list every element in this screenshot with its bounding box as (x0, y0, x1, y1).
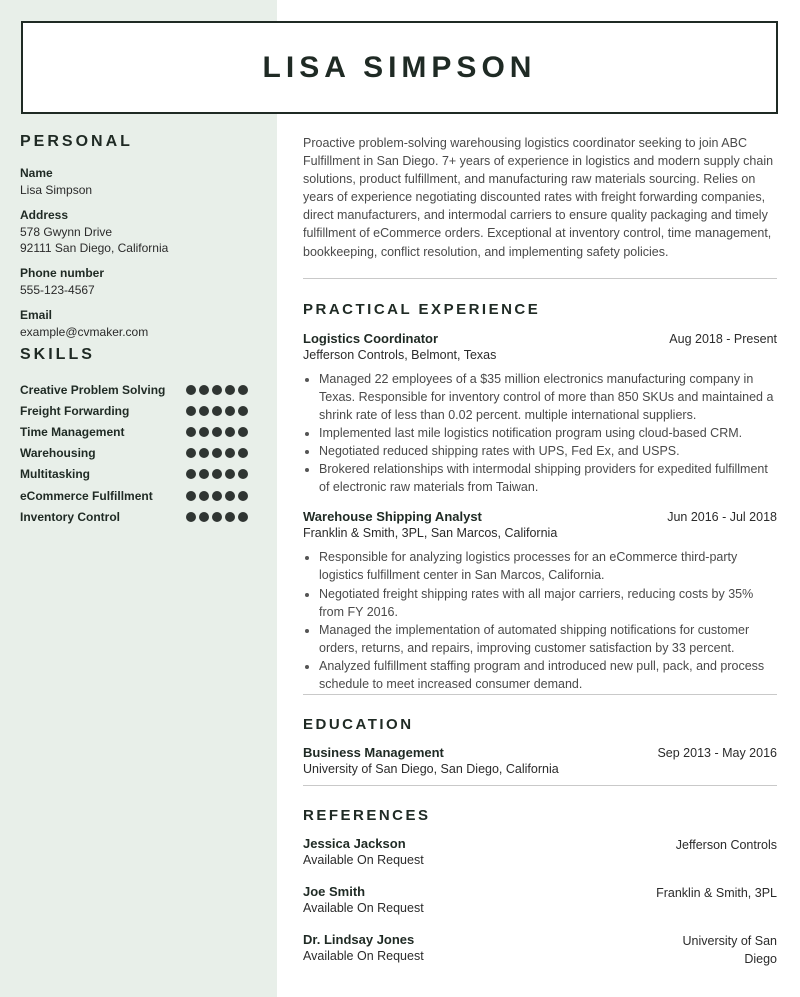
education-title: EDUCATION (303, 716, 414, 734)
reference-name: Jessica Jackson (303, 836, 406, 852)
rating-dot-icon (212, 469, 222, 479)
rating-dot-icon (225, 512, 235, 522)
skill-rating (186, 427, 248, 437)
reference-note: Available On Request (303, 949, 424, 964)
rating-dot-icon (238, 427, 248, 437)
job-title: Logistics Coordinator (303, 330, 439, 346)
rating-dot-icon (225, 385, 235, 395)
field-value: example@cvmaker.com (20, 325, 149, 339)
field-label: Phone number (20, 266, 105, 280)
reference-entry (303, 836, 777, 869)
field-label: Email (20, 308, 53, 322)
field-value: 578 Gwynn Drive (20, 225, 113, 239)
skill-name: Warehousing (20, 446, 96, 461)
rating-dot-icon (199, 427, 209, 437)
rating-dot-icon (212, 512, 222, 522)
rating-dot-icon (186, 512, 196, 522)
personal-title: PERSONAL (20, 133, 133, 150)
experience-title: PRACTICAL EXPERIENCE (303, 300, 541, 318)
job-entry (303, 509, 777, 693)
skill-row (20, 400, 260, 421)
phone-field (20, 265, 260, 298)
degree: Business Management (303, 745, 444, 761)
job-company: Jefferson Controls, Belmont, Texas (303, 347, 497, 362)
skill-name: eCommerce Fulfillment (20, 488, 153, 503)
skill-row (20, 443, 260, 464)
address-field (20, 207, 260, 256)
rating-dot-icon (238, 491, 248, 501)
skills-title: SKILLS (20, 346, 95, 363)
rating-dot-icon (238, 385, 248, 395)
rating-dot-icon (238, 469, 248, 479)
reference-name: Dr. Lindsay Jones (303, 932, 415, 948)
job-bullet: • Negotiated reduced shipping rates with UPS, Fed Ex, and USPS. (319, 442, 777, 460)
skill-row (20, 379, 260, 400)
main-content (303, 134, 777, 968)
rating-dot-icon (238, 406, 248, 416)
job-date: Jun 2016 - Jul 2018 (667, 510, 777, 525)
education-date: Sep 2013 - May 2016 (657, 746, 777, 761)
skill-row (20, 485, 260, 506)
job-bullet: • Managed the implementation of automated shipping notifications for customer orders, returns, and repairs, improving customer satisfaction by 33 percent. (319, 621, 777, 657)
rating-dot-icon (186, 469, 196, 479)
rating-dot-icon (199, 491, 209, 501)
education-entry (303, 745, 777, 778)
skill-row (20, 506, 260, 527)
rating-dot-icon (199, 469, 209, 479)
name-header (21, 21, 778, 114)
job-bullets (303, 370, 777, 497)
job-bullet: • Analyzed fulfillment staffing program and introduced new pull, pack, and process schedule to meet increased consumer demand. (319, 657, 777, 693)
rating-dot-icon (186, 491, 196, 501)
field-label: Address (20, 208, 69, 222)
rating-dot-icon (225, 491, 235, 501)
email-field (20, 307, 260, 340)
skill-rating (186, 406, 248, 416)
job-bullet: • Managed 22 employees of a $35 million electronics manufacturing company in Texas. Responsible for inventory control of more than 850 SKUs and maintained a shrink rate of less than 0.02 percent. multiple international suppliers. (319, 370, 777, 424)
skill-rating (186, 491, 248, 501)
field-value: 92111 San Diego, California (20, 241, 169, 255)
reference-org: Jefferson Controls (675, 838, 777, 853)
field-label: Name (20, 166, 53, 180)
skills-section (20, 346, 260, 527)
reference-org: University of San Diego (682, 934, 777, 967)
rating-dot-icon (238, 512, 248, 522)
rating-dot-icon (199, 512, 209, 522)
skill-rating (186, 469, 248, 479)
name-field (20, 165, 260, 198)
skill-name: Freight Forwarding (20, 403, 130, 418)
skill-row (20, 421, 260, 442)
reference-note: Available On Request (303, 853, 424, 868)
job-title: Warehouse Shipping Analyst (303, 509, 482, 525)
rating-dot-icon (212, 491, 222, 501)
field-value: Lisa Simpson (20, 183, 93, 197)
school: University of San Diego, San Diego, California (303, 762, 559, 777)
job-bullets (303, 548, 777, 693)
skill-row (20, 464, 260, 485)
candidate-name: LISA SIMPSON (262, 50, 537, 84)
job-bullet: • Responsible for analyzing logistics processes for an eCommerce third-party logistics fulfillment center in San Marcos, California. (319, 548, 777, 584)
job-date: Aug 2018 - Present (669, 331, 777, 346)
job-bullet: • Implemented last mile logistics notification program using cloud-based CRM. (319, 424, 777, 442)
rating-dot-icon (199, 448, 209, 458)
rating-dot-icon (225, 448, 235, 458)
rating-dot-icon (225, 427, 235, 437)
reference-entry (303, 932, 777, 968)
reference-note: Available On Request (303, 901, 424, 916)
rating-dot-icon (225, 469, 235, 479)
skill-name: Time Management (20, 424, 125, 439)
rating-dot-icon (199, 406, 209, 416)
skills-list (20, 379, 260, 527)
rating-dot-icon (212, 448, 222, 458)
skill-name: Multitasking (20, 467, 91, 482)
rating-dot-icon (212, 406, 222, 416)
reference-entry (303, 884, 777, 917)
personal-section (20, 133, 260, 349)
rating-dot-icon (238, 448, 248, 458)
rating-dot-icon (225, 406, 235, 416)
rating-dot-icon (186, 406, 196, 416)
job-entry (303, 331, 777, 497)
field-value: 555-123-4567 (20, 283, 95, 297)
divider (303, 278, 777, 279)
job-bullet: • Brokered relationships with intermodal shipping providers for expedited fulfillment of electronic raw materials from Taiwan. (319, 460, 777, 496)
skill-rating (186, 448, 248, 458)
rating-dot-icon (186, 385, 196, 395)
rating-dot-icon (186, 448, 196, 458)
job-company: Franklin & Smith, 3PL, San Marcos, California (303, 526, 558, 541)
skill-name: Inventory Control (20, 509, 121, 524)
job-header (303, 509, 777, 524)
rating-dot-icon (212, 427, 222, 437)
skill-name: Creative Problem Solving (20, 382, 166, 397)
rating-dot-icon (212, 385, 222, 395)
job-header (303, 331, 777, 346)
rating-dot-icon (186, 427, 196, 437)
skill-rating (186, 385, 248, 395)
job-bullet: • Negotiated freight shipping rates with all major carriers, reducing costs by 35% from FY 2016. (319, 585, 777, 621)
profile-summary: Proactive problem-solving warehousing logistics coordinator seeking to join ABC Fulfillment in San Diego. 7+ years of experience in logistics and modern supply chain solutions, product fulfillment, and manufacturing raw materials sourcing. Relies on years of experience negotiating discounted rates with freight forwarding companies, direct manufacturers, and intermodal carriers to ensure quality packaging and timely fulfillment of eCommerce orders. Exceptional at inventory control, time management, bookkeeping, conflict resolution, and implementing safety policies. (303, 136, 774, 259)
reference-name: Joe Smith (303, 884, 366, 900)
reference-org: Franklin & Smith, 3PL (656, 886, 777, 901)
skill-rating (186, 512, 248, 522)
references-title: REFERENCES (303, 807, 431, 825)
divider (303, 785, 777, 786)
rating-dot-icon (199, 385, 209, 395)
education-header (303, 745, 777, 760)
divider (303, 694, 777, 695)
